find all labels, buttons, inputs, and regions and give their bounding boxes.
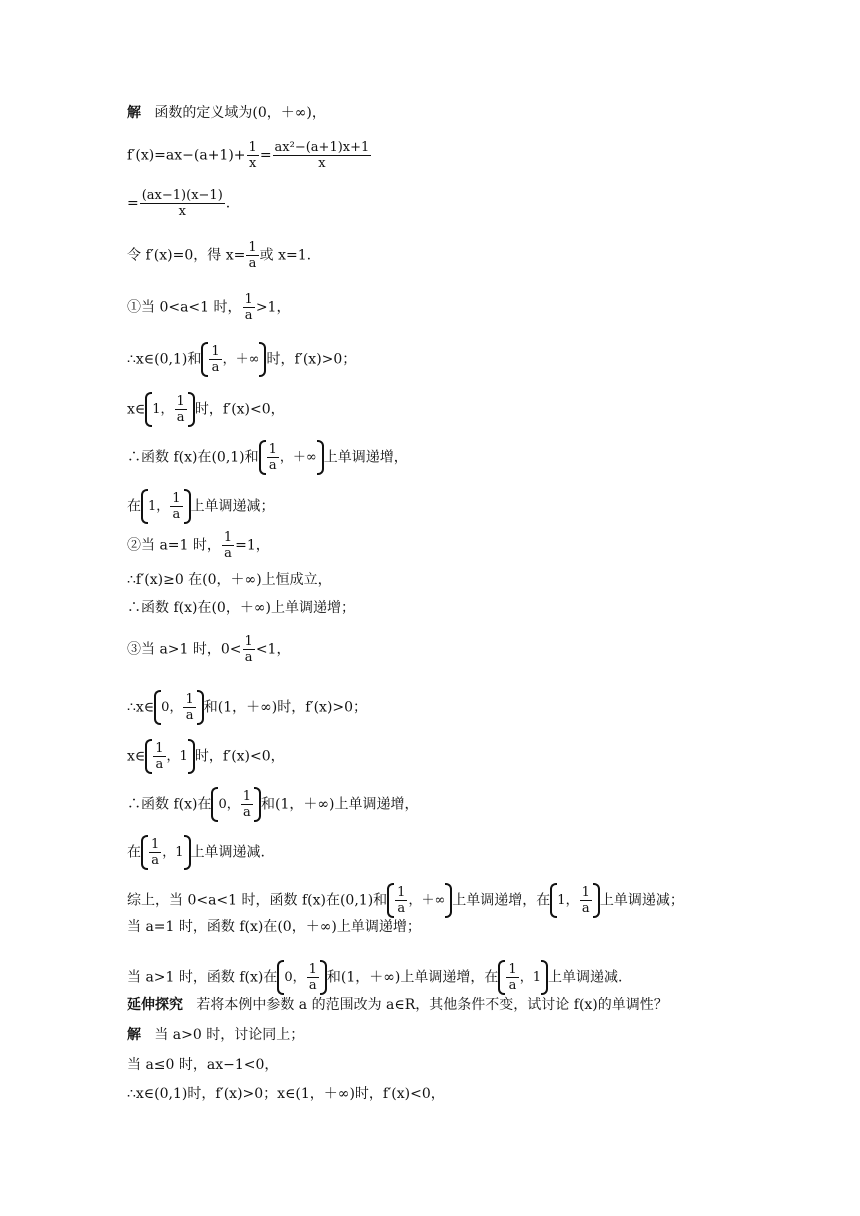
interval: 1， $\frac{1}{a}$ bbox=[550, 885, 600, 916]
case-1-increasing: ∴函数 f(x)在(0,1)和 $\frac{1}{a}$ ，＋∞ 上单调递增， bbox=[127, 442, 408, 473]
case-3-increasing: ∴函数 f(x)在 0， $\frac{1}{a}$ 和(1，＋∞)上单调递增， bbox=[127, 789, 419, 820]
interval: 0， $\frac{1}{a}$ bbox=[154, 692, 204, 723]
interval: 1， $\frac{1}{a}$ bbox=[145, 394, 195, 425]
derivative-formula: f′(x)=ax−(a+1)+ $\frac{1}{x}$ = $\frac{\text{ax²−(a+1)x+1}}{x}$ bbox=[127, 140, 370, 171]
summary-line-1: 综上，当 0<a<1 时，函数 f(x)在(0,1)和 $\frac{1}{a}$ ，＋∞ 上单调递增，在 1， $\frac{1}{a}$ 上单调递减； bbox=[127, 885, 684, 916]
interval: $\frac{1}{a}$ ，＋∞ bbox=[201, 344, 266, 375]
case-3-decreasing: 在 $\frac{1}{a}$ ，1 上单调递减. bbox=[127, 837, 266, 868]
case-2-conclusion: ∴函数 f(x)在(0，＋∞)上单调递增； bbox=[127, 600, 355, 616]
case-2-derivative: ∴f′(x)≥0 在(0，＋∞)上恒成立， bbox=[127, 572, 332, 588]
case-1-positive: ∴x∈(0,1)和 $\frac{1}{a}$ ，＋∞ 时，f′(x)>0； bbox=[127, 344, 357, 375]
case-2-condition: ②当 a=1 时， $\frac{1}{a}$ =1， bbox=[127, 530, 270, 561]
derivative-factored: = $\frac{(ax-1)(x-1)}{x}$ . bbox=[127, 188, 231, 219]
extension-label: 延伸探究 bbox=[127, 997, 183, 1013]
case-1-negative: x∈ 1， $\frac{1}{a}$ 时，f′(x)<0， bbox=[127, 394, 285, 425]
summary-line-2: 当 a=1 时，函数 f(x)在(0，＋∞)上单调递增； bbox=[127, 919, 421, 935]
case-1-decreasing: 在 1， $\frac{1}{a}$ 上单调递减； bbox=[127, 491, 275, 522]
interval: 0， $\frac{1}{a}$ bbox=[277, 962, 327, 993]
summary-line-3: 当 a>1 时，函数 f(x)在 0， $\frac{1}{a}$ 和(1，＋∞)上单调递增，在 $\frac{1}{a}$ ，1 上单调递减. bbox=[127, 962, 623, 993]
solution-label: 解 bbox=[127, 105, 141, 121]
interval: $\frac{1}{a}$ ，1 bbox=[141, 837, 191, 868]
interval: $\frac{1}{a}$ ，＋∞ bbox=[259, 442, 324, 473]
interval: $\frac{1}{a}$ ，1 bbox=[498, 962, 548, 993]
case-3-negative: x∈ $\frac{1}{a}$ ，1 时，f′(x)<0， bbox=[127, 741, 285, 772]
answer-label: 解 bbox=[127, 1027, 141, 1043]
case-3-condition: ③当 a>1 时，0< $\frac{1}{a}$ <1， bbox=[127, 634, 291, 665]
fraction: $\frac{(ax-1)(x-1)}{x}$ bbox=[141, 188, 223, 219]
extension-answer-2: 当 a≤0 时，ax−1<0， bbox=[127, 1057, 279, 1073]
case-1-condition: ①当 0<a<1 时， $\frac{1}{a}$ >1， bbox=[127, 292, 291, 323]
extension-question: 延伸探究 若将本例中参数 a 的范围改为 a∈R，其他条件不变，试讨论 f(x)的单调性？ bbox=[127, 997, 668, 1013]
interval: 0， $\frac{1}{a}$ bbox=[211, 789, 261, 820]
fraction: $\frac{1}{a}$ bbox=[248, 240, 257, 271]
interval: 1， $\frac{1}{a}$ bbox=[141, 491, 191, 522]
critical-points: 令 f′(x)=0，得 x= $\frac{1}{a}$ 或 x=1. bbox=[127, 240, 312, 271]
fraction: $\frac{1}{a}$ bbox=[244, 634, 253, 665]
extension-answer-1: 解 当 a>0 时，讨论同上； bbox=[127, 1027, 305, 1043]
fraction: $\frac{\text{ax²−(a+1)x+1}}{x}$ bbox=[274, 140, 370, 171]
fraction: $\frac{1}{a}$ bbox=[244, 292, 253, 323]
extension-answer-3: ∴x∈(0,1)时，f′(x)>0；x∈(1，＋∞)时，f′(x)<0， bbox=[127, 1086, 445, 1102]
interval: $\frac{1}{a}$ ，1 bbox=[145, 741, 195, 772]
fraction: $\frac{1}{a}$ bbox=[223, 530, 233, 561]
fraction: $\frac{1}{x}$ bbox=[248, 140, 257, 171]
interval: $\frac{1}{a}$ ，＋∞ bbox=[387, 885, 452, 916]
solution-line-domain: 解 函数的定义域为(0，＋∞)， bbox=[127, 105, 326, 121]
case-3-positive: ∴x∈ 0， $\frac{1}{a}$ 和(1，＋∞)时，f′(x)>0； bbox=[127, 692, 368, 723]
